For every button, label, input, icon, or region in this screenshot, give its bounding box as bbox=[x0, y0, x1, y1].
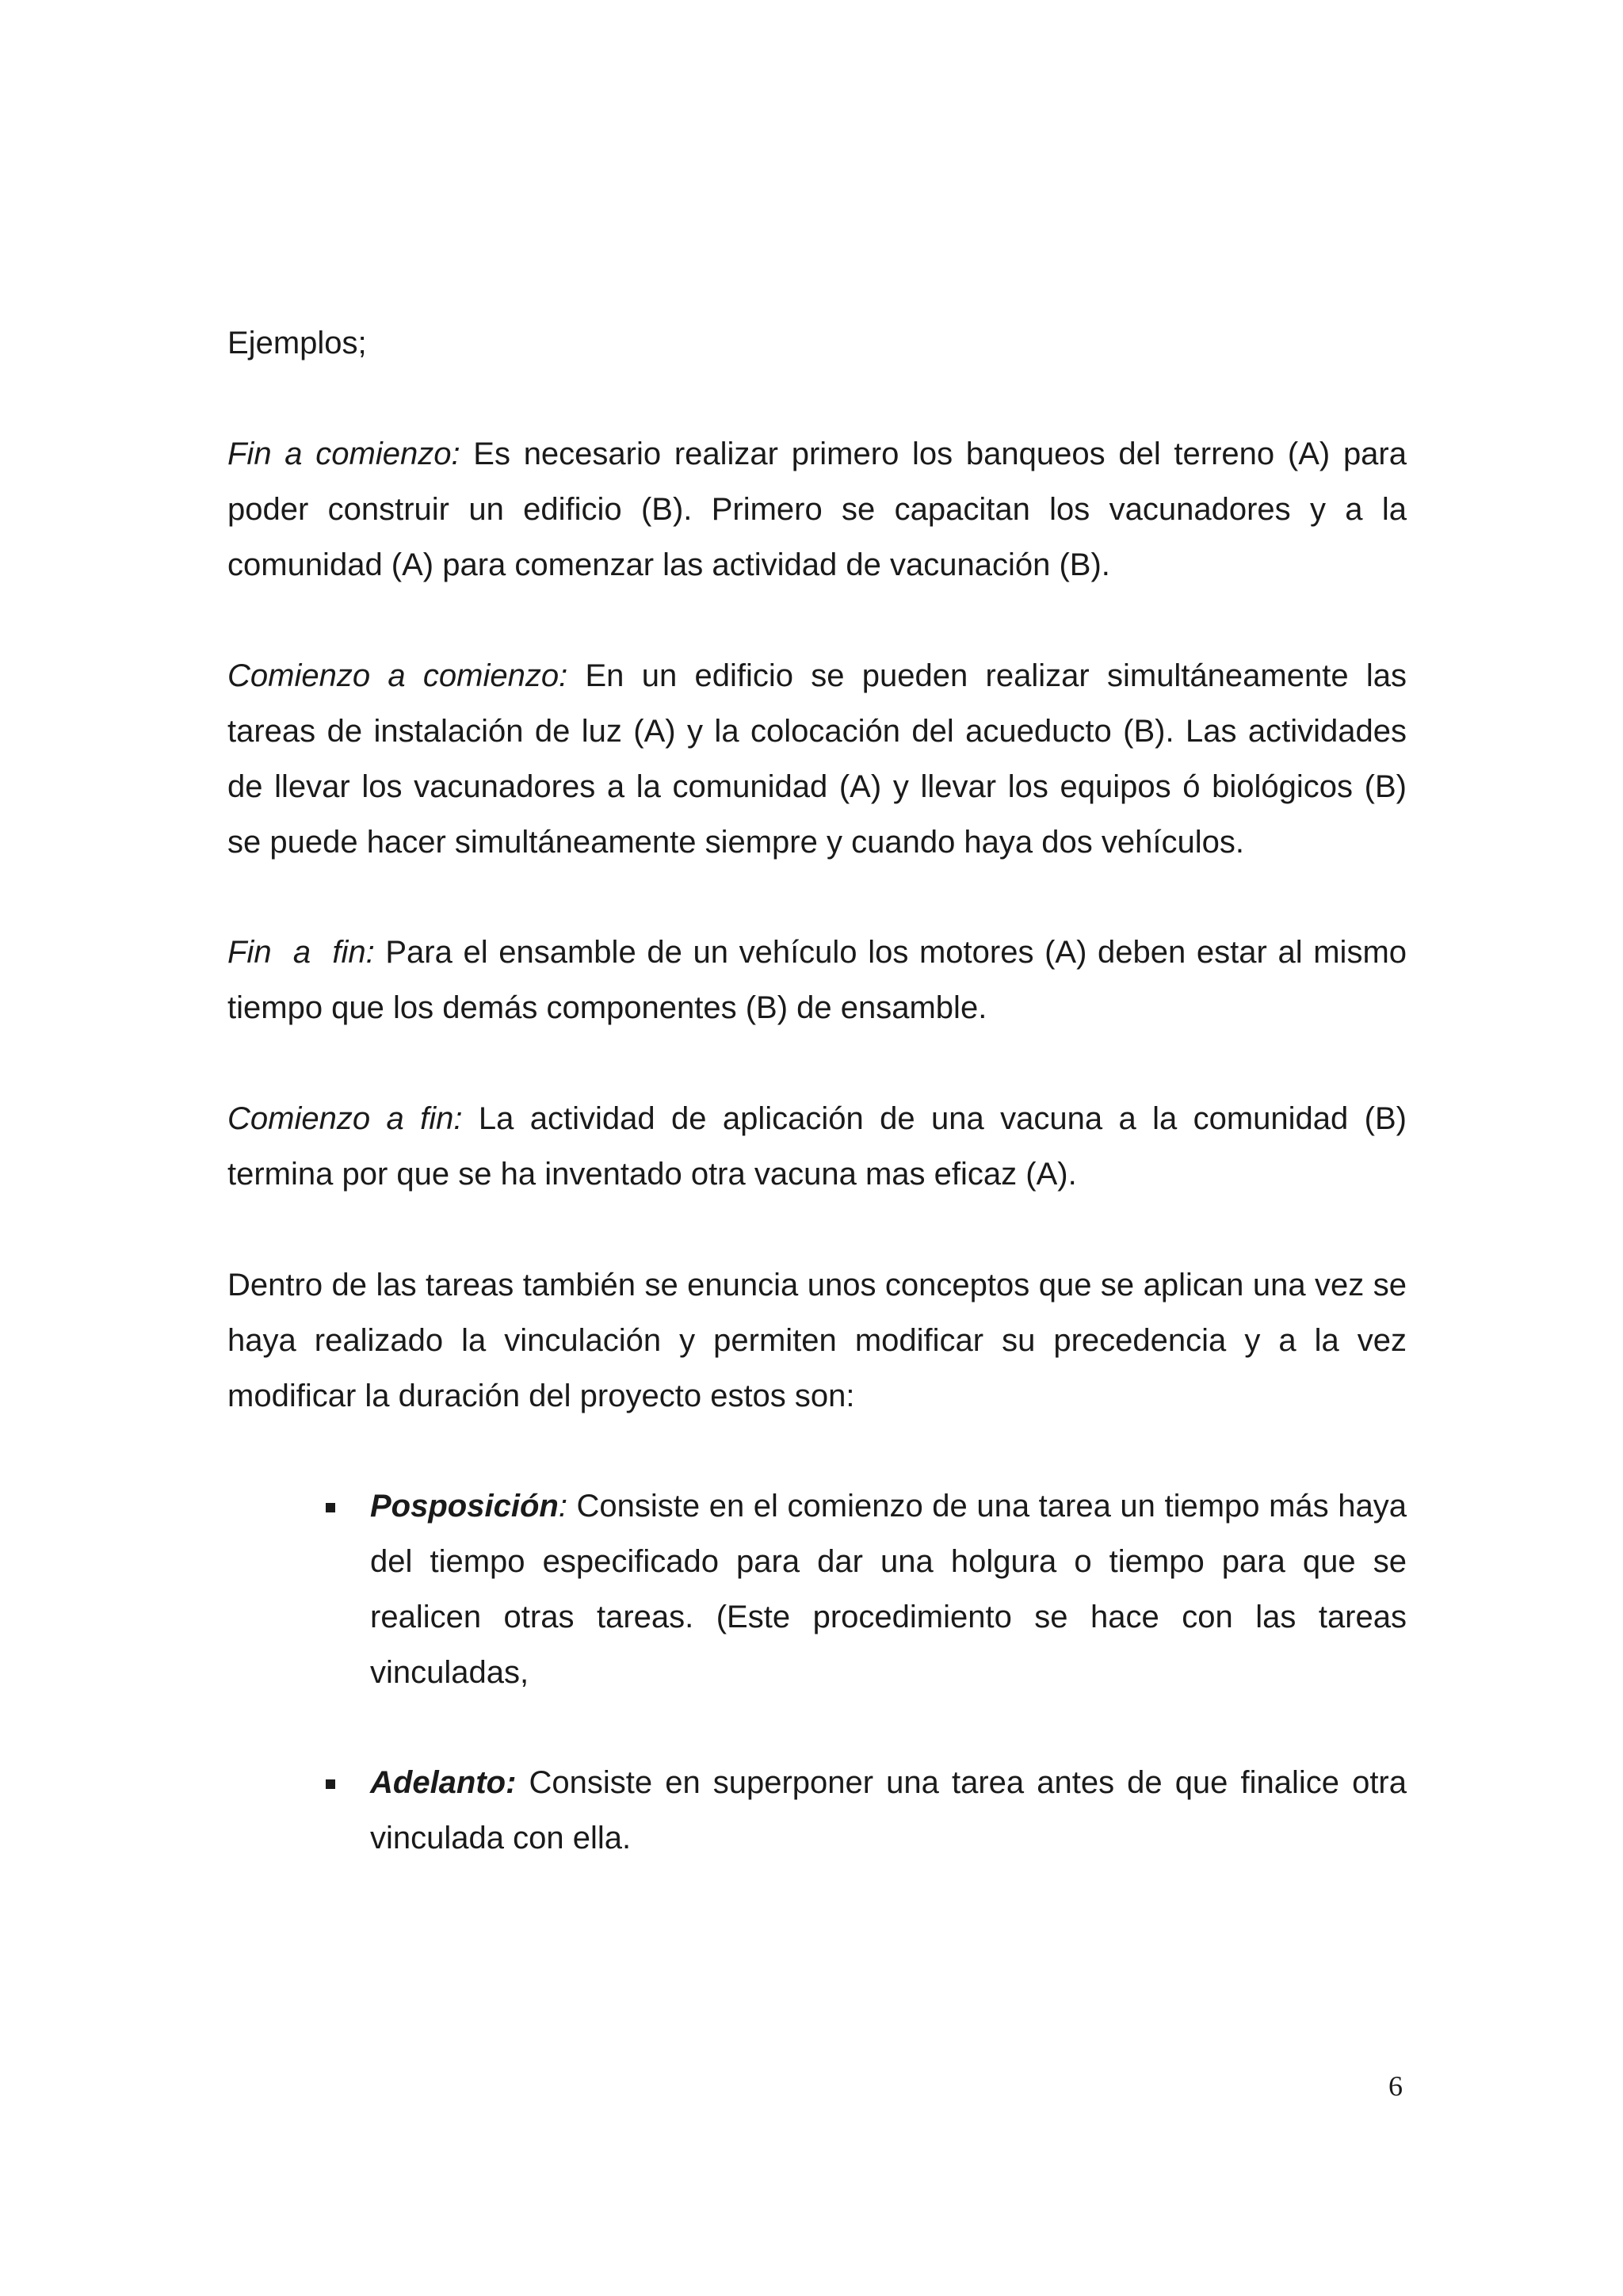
page-number: 6 bbox=[1388, 2070, 1403, 2102]
paragraph-text: Dentro de las tareas también se enuncia unos conceptos que se aplican una vez se haya realizado la vinculación y permiten modificar su precedencia y a la vez modificar la duración del proyecto estos son: bbox=[227, 1268, 1407, 1413]
bullet-text: Consiste en superponer una tarea antes de que finalice otra vinculada con ella. bbox=[370, 1765, 1407, 1855]
paragraph-text: En un edificio se pueden realizar simultáneamente las tareas de instalación de luz (A) y la colocación del acueducto (B). Las actividades de llevar los vacunadores a la comunidad (A) y llevar los equipos ó biológicos (B) se puede hacer simultáneamente siempre y cuando haya dos vehículos. bbox=[227, 658, 1407, 860]
section-heading: Ejemplos; bbox=[227, 326, 367, 360]
paragraph-fin-a-fin bbox=[227, 925, 1407, 1035]
paragraph-text: La actividad de aplicación de una vacuna a la comunidad (B) termina por que se ha inventado otra vacuna mas eficaz (A). bbox=[227, 1101, 1407, 1192]
term-fin-a-comienzo: Fin a comienzo: bbox=[227, 437, 460, 471]
term-colon: : bbox=[558, 1489, 567, 1524]
paragraph-text: Es necesario realizar primero los banqueos del terreno (A) para poder construir un edificio (B). Primero se capacitan los vacunadores y a la comunidad (A) para comenzar las actividad de vacunación (B). bbox=[227, 437, 1407, 582]
bullet-list-posposicion bbox=[317, 1478, 1407, 1700]
paragraph-fin-a-comienzo bbox=[227, 426, 1407, 593]
list-item-posposicion bbox=[317, 1478, 1407, 1700]
term-adelanto: Adelanto: bbox=[370, 1765, 517, 1800]
term-comienzo-a-fin: Comienzo a fin: bbox=[227, 1101, 463, 1136]
paragraph-dentro bbox=[227, 1257, 1407, 1424]
bullet-list-adelanto bbox=[317, 1755, 1407, 1866]
paragraph-text: Para el ensamble de un vehículo los motores (A) deben estar al mismo tiempo que los demás componentes (B) de ensamble. bbox=[227, 935, 1407, 1025]
term-posposicion: Posposición bbox=[370, 1489, 559, 1524]
paragraph-comienzo-a-fin bbox=[227, 1091, 1407, 1202]
term-comienzo-a-comienzo: Comienzo a comienzo: bbox=[227, 658, 568, 693]
paragraph-comienzo-a-comienzo bbox=[227, 648, 1407, 870]
square-bullet-icon bbox=[326, 1779, 335, 1789]
list-item-adelanto bbox=[317, 1755, 1407, 1866]
square-bullet-icon bbox=[326, 1503, 335, 1512]
bullet-text: Consiste en el comienzo de una tarea un tiempo más haya del tiempo especificado para dar una holgura o tiempo para que se realicen otras tareas. (Este procedimiento se hace con las tareas vinculadas, bbox=[370, 1489, 1407, 1690]
term-fin-a-fin: Fin a fin: bbox=[227, 935, 375, 970]
